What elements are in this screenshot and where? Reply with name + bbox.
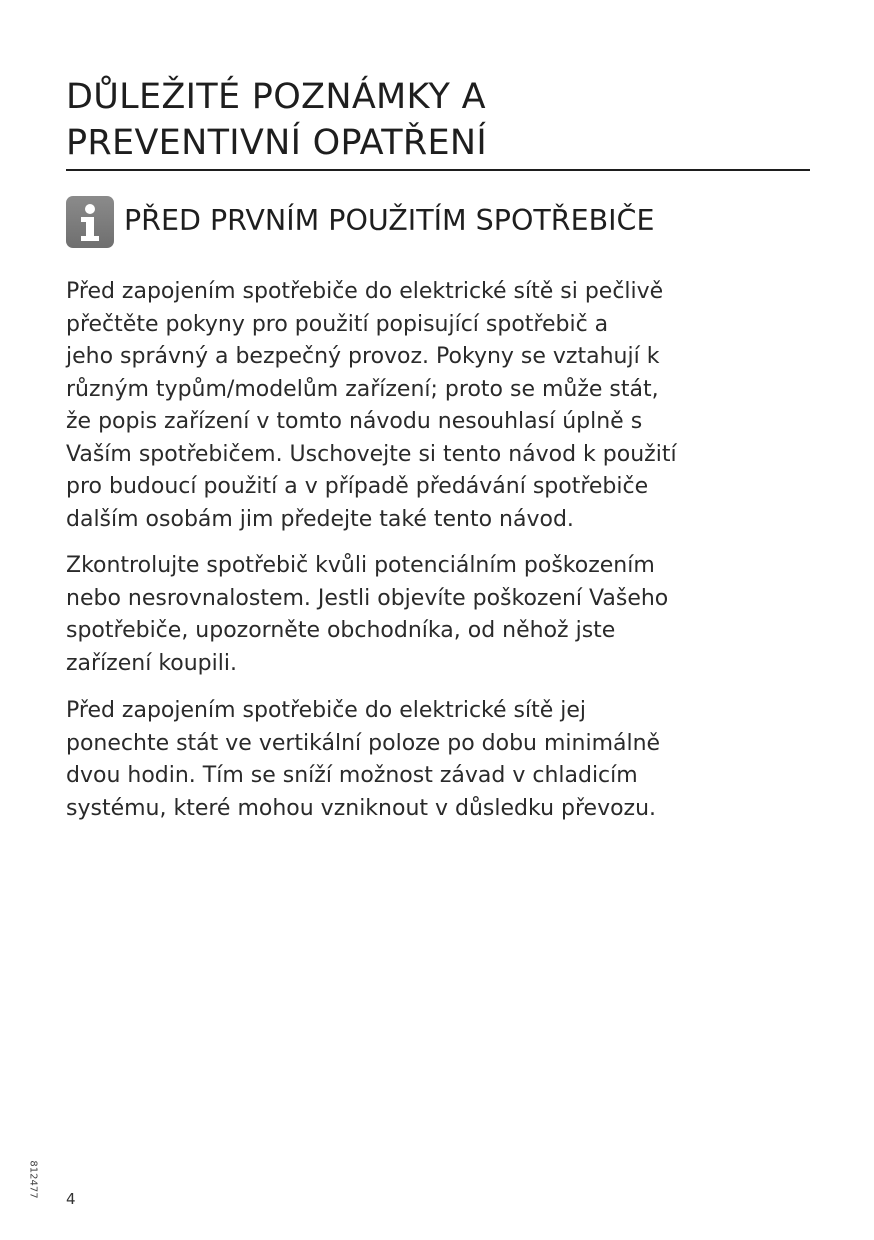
paragraph-line: jeho správný a bezpečný provoz. Pokyny se vztahují k	[66, 344, 660, 369]
info-icon	[66, 196, 114, 248]
paragraph-line: Před zapojením spotřebiče do elektrické sítě jej	[66, 698, 587, 723]
paragraph-line: zařízení koupili.	[66, 650, 237, 676]
paragraph-2	[66, 550, 826, 680]
page-number: 4	[66, 1190, 76, 1208]
paragraph-line: různým typům/modelům zařízení; proto se může stát,	[66, 376, 659, 402]
paragraph-line: Před zapojením spotřebiče do elektrické sítě si pečlivě	[66, 279, 664, 304]
paragraph-line: Vaším spotřebičem. Uschovejte si tento návod k použití	[66, 441, 677, 467]
paragraph-line: systému, které mohou vzniknout v důsledku převozu.	[66, 795, 657, 821]
title-divider	[66, 169, 810, 171]
paragraph-line: ponechte stát ve vertikální poloze po dobu minimálně	[66, 730, 661, 756]
paragraph-line: dalším osobám jim předejte také tento návod.	[66, 506, 574, 532]
paragraph-1	[66, 276, 826, 536]
paragraph-line: že popis zařízení v tomto návodu nesouhlasí úplně s	[66, 409, 643, 434]
paragraph-line: pro budoucí použití a v případě předávání spotřebiče	[66, 474, 649, 499]
section-heading: PŘED PRVNÍM POUŽITÍM SPOTŘEBIČE	[124, 204, 655, 237]
paragraph-line: Zkontrolujte spotřebič kvůli potenciálním poškozením	[66, 553, 655, 578]
paragraph-line: spotřebiče, upozorněte obchodníka, od něhož jste	[66, 618, 616, 643]
page-title-line-2: PREVENTIVNÍ OPATŘENÍ	[66, 123, 488, 163]
page-title	[66, 74, 810, 166]
paragraph-line: přečtěte pokyny pro použití popisující spotřebič a	[66, 311, 609, 337]
paragraph-line: dvou hodin. Tím se sníží možnost závad v chladicím	[66, 763, 638, 788]
paragraph-3	[66, 695, 826, 825]
paragraph-line: nebo nesrovnalostem. Jestli objevíte poškození Vašeho	[66, 585, 669, 611]
page-title-line-1: DŮLEŽITÉ POZNÁMKY A	[66, 77, 486, 117]
document-code: 812477	[27, 1160, 39, 1199]
